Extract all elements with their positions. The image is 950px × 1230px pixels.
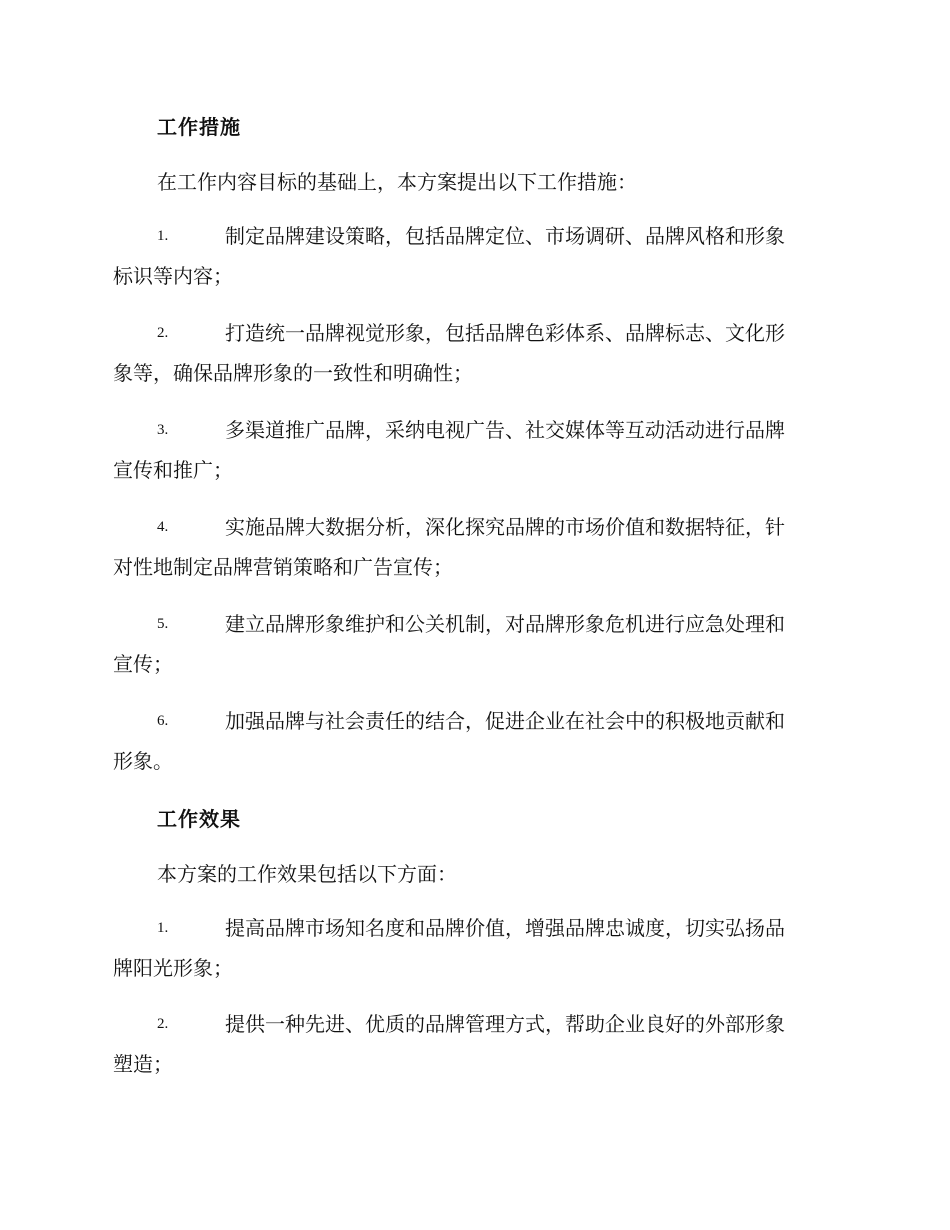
measures-list-item — [113, 313, 833, 393]
list-item-text-continued: 宣传和推广； — [113, 458, 233, 482]
measures-list-item — [113, 701, 833, 781]
list-item-text: 制定品牌建设策略，包括品牌定位、市场调研、品牌风格和形象 — [225, 224, 785, 248]
list-number: 1. — [157, 228, 169, 244]
list-number: 2. — [157, 325, 169, 341]
measures-list-item — [113, 507, 833, 587]
effects-intro: 本方案的工作效果包括以下方面： — [157, 862, 457, 886]
list-item-text: 实施品牌大数据分析，深化探究品牌的市场价值和数据特征，针 — [225, 515, 785, 539]
list-item-text-continued: 塑造； — [113, 1052, 173, 1076]
measures-intro: 在工作内容目标的基础上，本方案提出以下工作措施： — [157, 170, 637, 194]
list-item-text: 提高品牌市场知名度和品牌价值，增强品牌忠诚度，切实弘扬品 — [225, 916, 785, 940]
list-item-text-continued: 对性地制定品牌营销策略和广告宣传； — [113, 555, 453, 579]
list-item-text: 提供一种先进、优质的品牌管理方式，帮助企业良好的外部形象 — [225, 1012, 785, 1036]
list-item-text-continued: 象等，确保品牌形象的一致性和明确性； — [113, 361, 473, 385]
list-number: 5. — [157, 616, 169, 632]
list-item-text: 打造统一品牌视觉形象，包括品牌色彩体系、品牌标志、文化形 — [225, 321, 785, 345]
list-number: 2. — [157, 1016, 169, 1032]
list-number: 6. — [157, 713, 169, 729]
list-item-text-continued: 牌阳光形象； — [113, 956, 233, 980]
list-number: 1. — [157, 920, 169, 936]
list-item-text-continued: 标识等内容； — [113, 264, 233, 288]
list-item-text: 多渠道推广品牌，采纳电视广告、社交媒体等互动活动进行品牌 — [225, 418, 785, 442]
effects-list-item — [113, 1004, 833, 1084]
list-item-text-continued: 形象。 — [113, 749, 173, 773]
list-number: 3. — [157, 422, 169, 438]
measures-list-item — [113, 216, 833, 296]
list-item-text: 建立品牌形象维护和公关机制，对品牌形象危机进行应急处理和 — [225, 612, 785, 636]
measures-list-item — [113, 604, 833, 684]
list-item-text: 加强品牌与社会责任的结合，促进企业在社会中的积极地贡献和 — [225, 709, 785, 733]
list-number: 4. — [157, 519, 169, 535]
section-heading-measures: 工作措施 — [157, 115, 241, 139]
measures-list-item — [113, 410, 833, 490]
list-item-text-continued: 宣传； — [113, 652, 173, 676]
effects-list-item — [113, 908, 833, 988]
section-heading-effects: 工作效果 — [157, 807, 241, 831]
